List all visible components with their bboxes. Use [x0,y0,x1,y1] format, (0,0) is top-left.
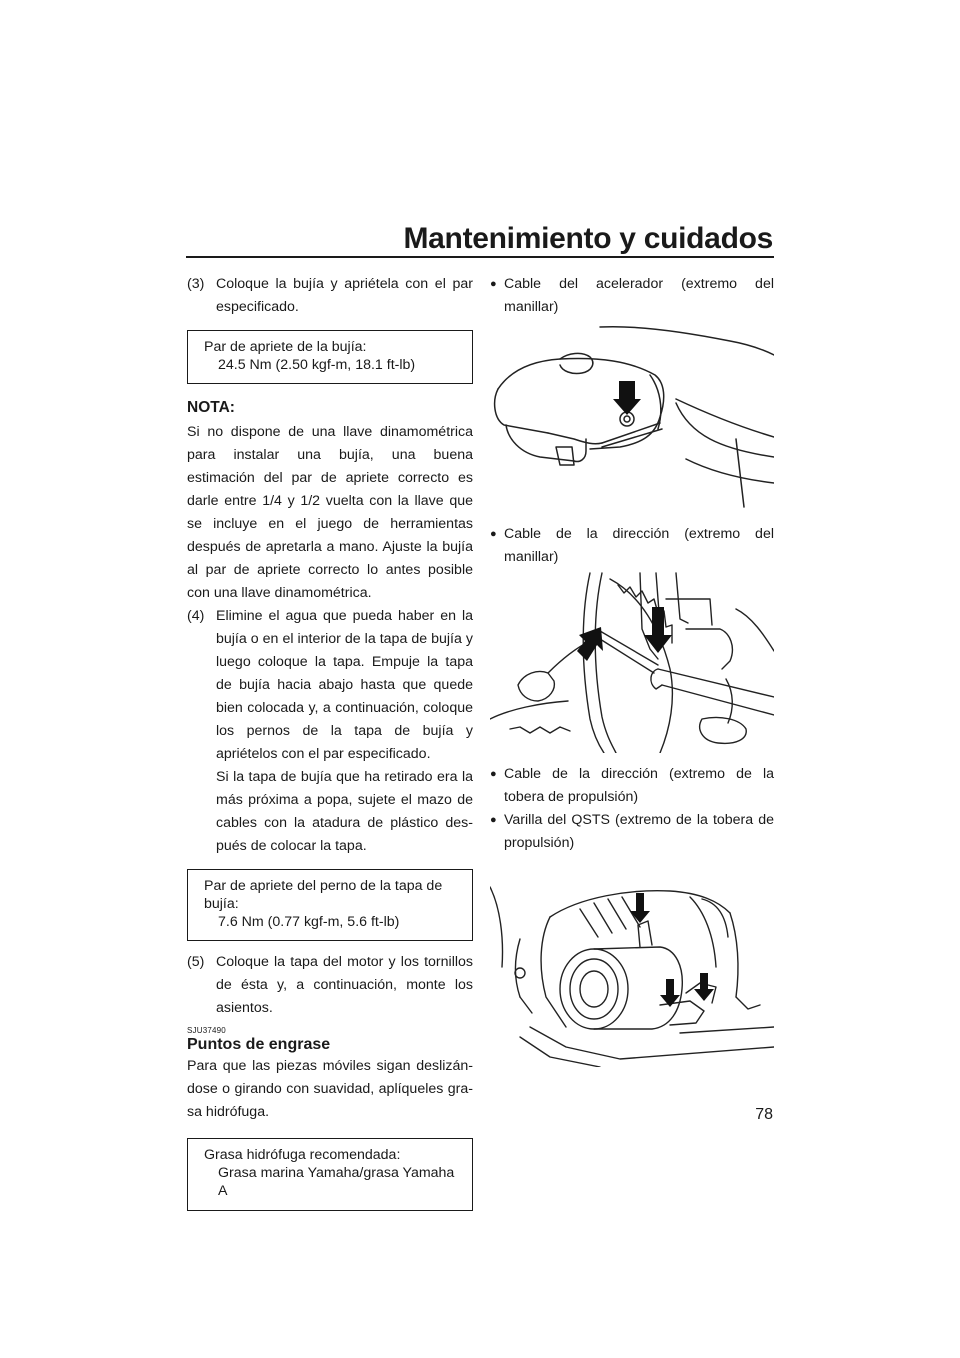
section-text: Para que las piezas móviles sigan deslizándose o girando con suavidad, aplíqueles grasa hidrófuga. [187,1058,473,1120]
page-title: Mantenimiento y cuidados [403,222,773,255]
step-number: (5) [187,954,205,970]
step-number: (3) [187,276,205,292]
step-text-2: Si la tapa de bujía que ha retirado era la más próxima a popa, sujete el mazo de cables con la atadura de plástico después de colocar la tapa. [216,769,473,854]
step-5 [187,951,473,1020]
note-text: Si no dispone de una llave dinamométrica para instalar una bujía, una buena estimación del par de apriete correcto es darle entre 1/4 y 1/2 vuelta con la llave que se incluye en el juego de herramientas después de apretarla a mano. Ajuste la bujía al par de apriete correcto lo antes posible con una llave dinamométrica. [187,424,473,601]
bullet-item: ● Cable del acelerador (extremo del manillar) [490,273,774,319]
bullet-icon: ● [490,528,497,540]
left-column [187,273,473,1211]
step-text: Coloque la bujía y apriételа con el par especificado. [216,276,473,315]
bullet-icon: ● [490,814,497,826]
bullet-icon: ● [490,768,497,780]
jet-nozzle-illustration [490,877,774,1067]
right-column [490,273,774,1067]
step-text: Coloque la tapa del motor y los tornillos de ésta y, a continuación, monte los asientos. [216,954,473,1016]
step-3 [187,273,473,319]
bullet-item: ● Cable de la dirección (extremo del manillar) [490,523,774,569]
page-number: 78 [755,1106,773,1123]
throttle-cable-illustration [490,319,774,509]
spec-value: Grasa marina Yamaha/grasa Yamaha A [218,1165,455,1199]
bullet-icon: ● [490,278,497,290]
section-code: SJU37490 [187,1026,226,1035]
spec-box-cap-bolt-torque [187,869,473,941]
spec-label: Par de apriete de la bujía: [204,339,367,355]
spec-label: Grasa hidrófuga recomendada: [204,1147,401,1163]
bullet-item: ● Cable de la dirección (extremo de la tobera de propulsión) [490,763,774,809]
step-text: Elimine el agua que pueda haber en la bujía o en el interior de la tapa de bujía y luego coloque la tapa. Empuje la tapa de bujía hacia abajo hasta que quede bien colocada y, a continuación, coloque los pernos de la tapa de bujía y apriételos con el par especificado. [216,608,473,762]
header-rule [186,256,774,258]
spec-value: 24.5 Nm (2.50 kgf-m, 18.1 ft-lb) [218,357,416,373]
spec-box-grease [187,1138,473,1211]
spec-value: 7.6 Nm (0.77 kgf-m, 5.6 ft-lb) [218,914,400,930]
step-4 [187,605,473,858]
section-title: Puntos de engrase [187,1036,331,1053]
note-title: NOTA: [187,399,235,416]
spec-label: Par de apriete del perno de la tapa de bujía: [204,878,443,912]
step-number: (4) [187,608,205,624]
spec-box-spark-plug-torque [187,330,473,384]
steering-cable-handlebar-illustration [490,569,774,753]
bullet-item: ● Varilla del QSTS (extremo de la tobera de propulsión) [490,809,774,855]
